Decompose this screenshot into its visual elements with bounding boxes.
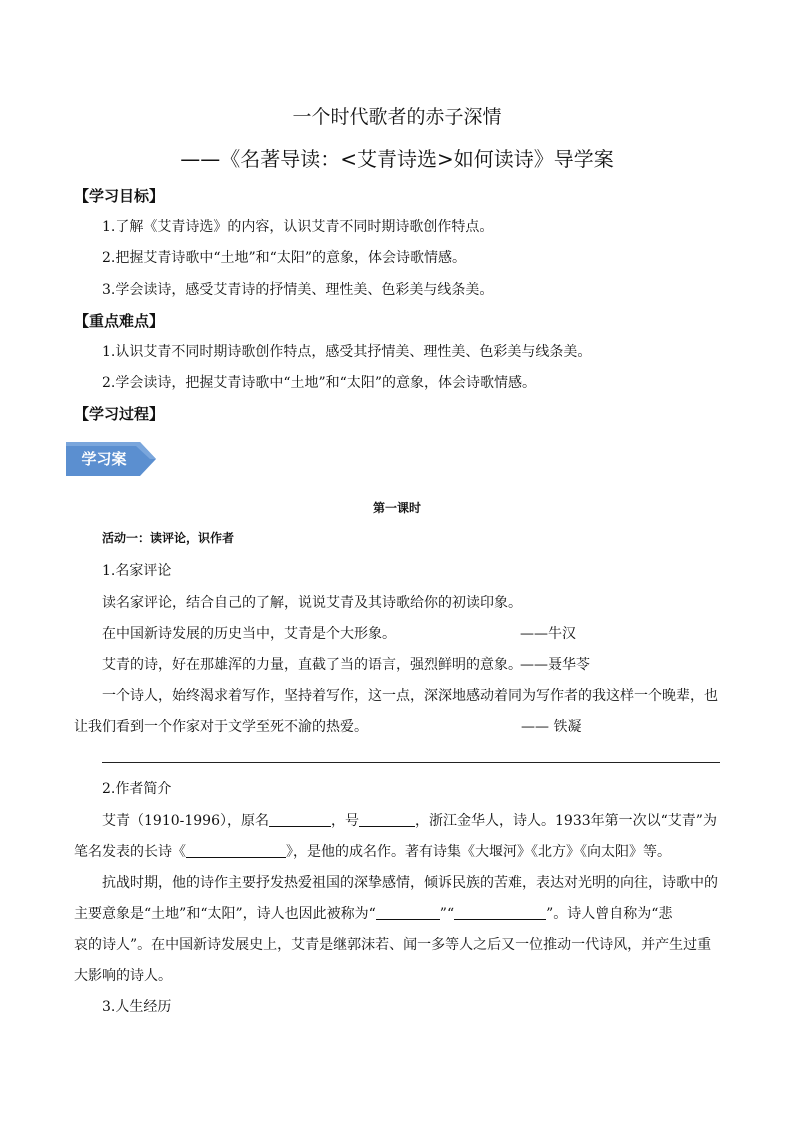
nickname-blank-2[interactable]	[454, 904, 546, 920]
process-heading: 【学习过程】	[74, 405, 165, 423]
poem-title-blank[interactable]	[186, 842, 286, 858]
pen-name-blank[interactable]	[359, 811, 415, 827]
quote-text: 一个诗人，始终渴求着写作，坚持着写作，这一点，深深地感动着同为写作者的我这样一个晚辈，也	[102, 688, 718, 704]
divider-line	[102, 762, 720, 763]
bio-text: ”“	[439, 906, 455, 922]
bio-paragraph: 抗战时期，他的诗作主要抒发热爱祖国的深挚感情，倾诉民族的苦难，表达对光明的向往，诗歌中的	[102, 875, 718, 891]
bio-text: 》，是他的成名作。著有诗集《大堰河》《北方》《向太阳》等。	[286, 844, 671, 860]
goals-heading: 【学习目标】	[74, 187, 165, 205]
bio-text: ”。诗人曾自称为“悲	[546, 906, 673, 922]
bio-paragraph	[74, 842, 671, 862]
key-points-heading: 【重点难点】	[74, 312, 165, 330]
bio-text: 笔名发表的长诗《	[74, 844, 186, 860]
original-name-blank[interactable]	[269, 811, 331, 827]
bio-text: 主要意象是“土地”和“太阳”，诗人也因此被称为“	[74, 906, 376, 922]
nickname-blank-1[interactable]	[376, 904, 440, 920]
lesson-period: 第一课时	[372, 501, 421, 515]
quote-text: 艾青的诗，好在那雄浑的力量，直截了当的语言，强烈鲜明的意象。	[102, 657, 522, 673]
quote-text: 让我们看到一个作家对于文学至死不渝的热爱。	[74, 719, 368, 735]
bio-paragraph: 哀的诗人”。在中国新诗发展史上，艾青是继郭沫若、闻一多等人之后又一位推动一代诗风，并产生过重	[74, 937, 712, 953]
part1-title: 1.名家评论	[102, 563, 172, 579]
quote-text: 在中国新诗发展的历史当中，艾青是个大形象。	[102, 626, 396, 642]
quote-author: ——聂华苓	[520, 657, 590, 673]
goal-item: 1.了解《艾青诗选》的内容，认识艾青不同时期诗歌创作特点。	[102, 219, 494, 235]
quote-author: —— 铁凝	[521, 719, 582, 735]
part3-title: 3.人生经历	[102, 999, 172, 1015]
bio-text: 艾青（1910-1996），原名	[102, 813, 269, 829]
goal-item: 3.学会读诗，感受艾青诗的抒情美、理性美、色彩美与线条美。	[102, 282, 494, 298]
key-point-item: 1.认识艾青不同时期诗歌创作特点，感受其抒情美、理性美、色彩美与线条美。	[102, 344, 592, 360]
bio-paragraph	[102, 811, 717, 831]
banner-label: 学习案	[81, 450, 127, 468]
part2-title: 2.作者简介	[102, 781, 172, 797]
bio-paragraph	[74, 904, 672, 924]
bio-paragraph: 大影响的诗人。	[74, 968, 172, 984]
key-point-item: 2.学会读诗，把握艾青诗歌中“土地”和“太阳”的意象，体会诗歌情感。	[102, 375, 536, 391]
bio-text: ，号	[331, 813, 359, 829]
activity-heading: 活动一：读评论，识作者	[102, 531, 235, 545]
document-title: 一个时代歌者的赤子深情	[292, 106, 502, 128]
study-plan-banner	[66, 442, 156, 476]
quote-author: ——牛汉	[520, 626, 576, 642]
document-subtitle: ——《名著导读：<艾青诗选>如何读诗》导学案	[180, 147, 614, 171]
bio-text: ，浙江金华人，诗人。1933年第一次以“艾青”为	[415, 813, 717, 829]
part1-intro: 读名家评论，结合自己的了解，说说艾青及其诗歌给你的初读印象。	[102, 595, 522, 611]
goal-item: 2.把握艾青诗歌中“土地”和“太阳”的意象，体会诗歌情感。	[102, 250, 466, 266]
